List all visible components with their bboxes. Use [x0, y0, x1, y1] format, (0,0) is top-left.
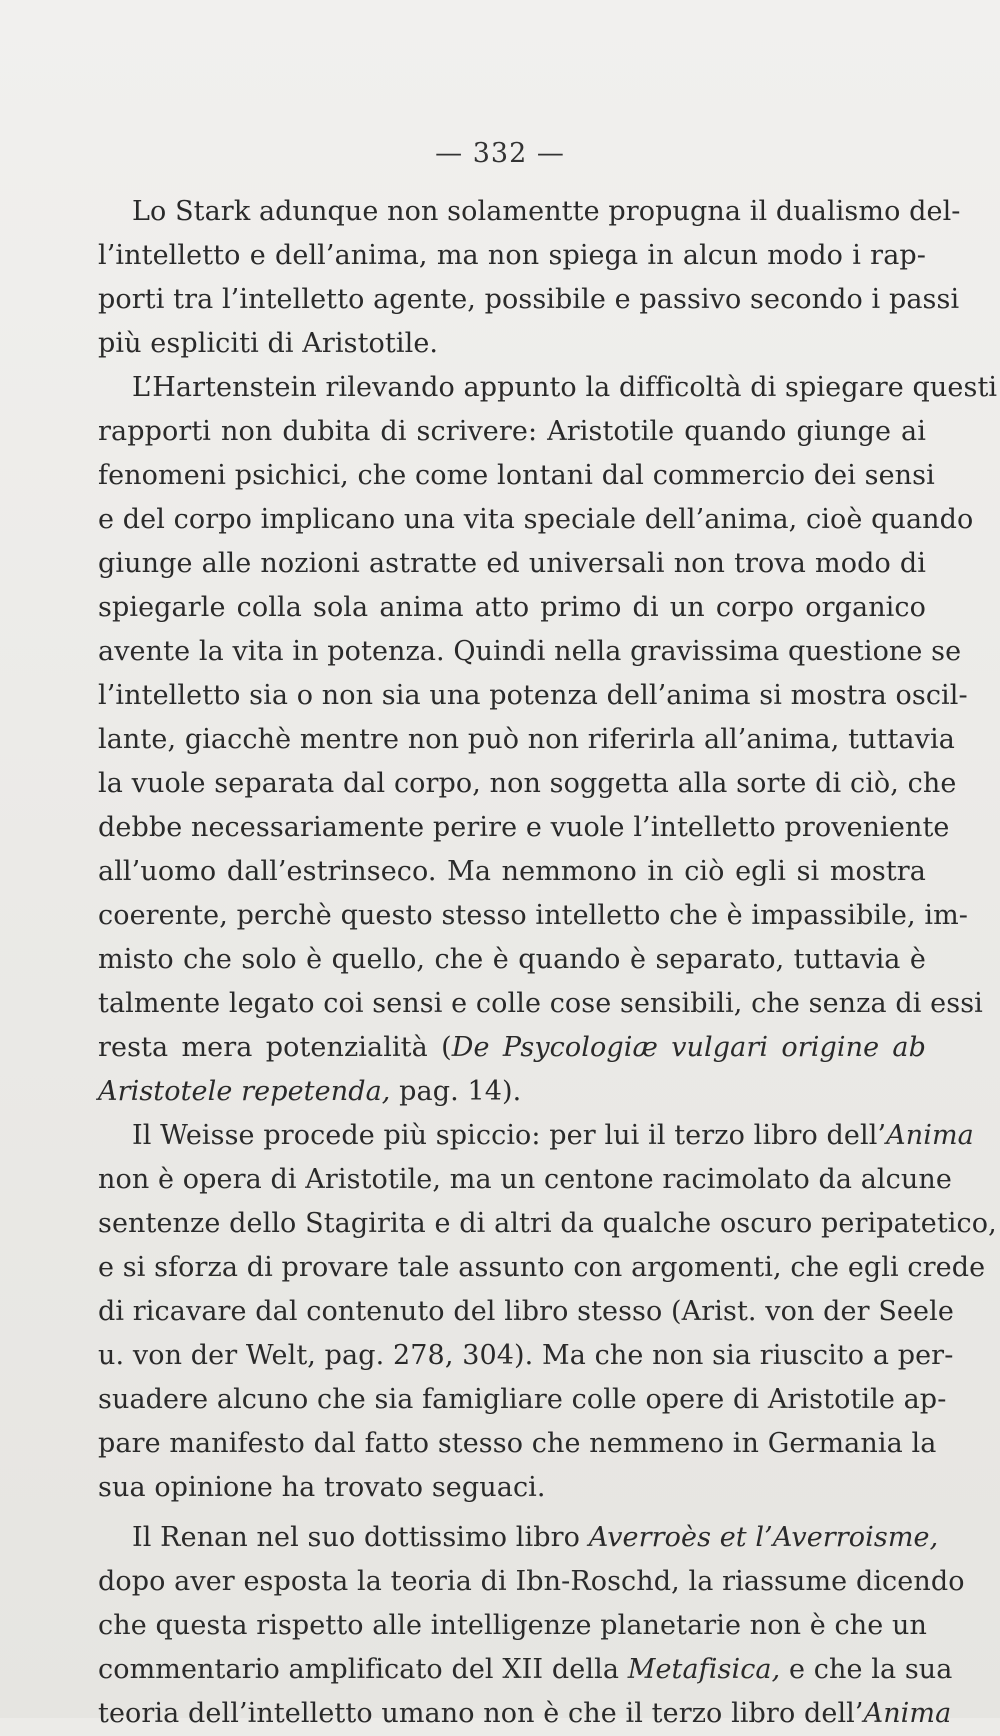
text-line	[98, 762, 957, 806]
text-line	[98, 630, 962, 674]
text-segment: e che la sua	[780, 1654, 953, 1685]
italic-text: Anima	[886, 1120, 974, 1151]
text-segment: più espliciti di Aristotile.	[98, 328, 439, 359]
text-line	[98, 1026, 926, 1070]
italic-text: Metafisica,	[627, 1654, 781, 1685]
text-line	[98, 850, 926, 894]
text-segment: rapporti non dubita di scrivere: Aristotile quando giunge ai	[98, 416, 926, 447]
text-segment: suadere alcuno che sia famigliare colle opere di Aristotile ap-	[98, 1384, 947, 1415]
text-line	[98, 1114, 974, 1158]
text-line	[98, 1648, 953, 1692]
text-line	[98, 366, 998, 410]
text-segment: commentario amplificato del XII della	[98, 1654, 628, 1685]
text-segment: L’Hartenstein rilevando appunto la difficoltà di spiegare questi	[132, 372, 998, 403]
text-segment: all’uomo dall’estrinseco. Ma nemmono in ciò egli si mostra	[98, 856, 926, 887]
text-segment: debbe necessariamente perire e vuole l’intelletto proveniente	[98, 812, 950, 843]
text-line	[98, 1516, 939, 1560]
text-segment: misto che solo è quello, che è quando è separato, tuttavia è	[98, 944, 926, 975]
text-segment: Lo Stark adunque non solamentte propugna il dualismo del-	[132, 196, 961, 227]
text-line	[98, 1422, 937, 1466]
italic-text: De Psycologiæ vulgari origine ab	[451, 1032, 926, 1063]
text-line	[98, 1466, 926, 1510]
text-segment: resta mera potenzialità (	[98, 1032, 452, 1063]
text-segment: Il Renan nel suo dottissimo libro	[132, 1522, 589, 1553]
text-line	[98, 586, 926, 630]
text-segment: spiegarle colla sola anima atto primo di un corpo organico	[98, 592, 926, 623]
text-line	[98, 894, 968, 938]
italic-text: Anima	[863, 1698, 952, 1729]
italic-text: Averroès et l’Averroisme,	[588, 1522, 939, 1553]
text-segment: e del corpo implicano una vita speciale dell’anima, cioè quando	[98, 504, 974, 535]
text-segment: dopo aver esposta la teoria di Ibn-Roschd, la riassume dicendo	[98, 1566, 965, 1597]
text-segment: non è opera di Aristotile, ma un centone racimolato da alcune	[98, 1164, 952, 1195]
text-segment: l’intelletto e dell’anima, ma non spiega in alcun modo i rap-	[98, 240, 926, 271]
text-line	[98, 1560, 965, 1604]
text-line	[98, 498, 974, 542]
page-number: — 332 —	[435, 138, 565, 169]
text-segment: Il Weisse procede più spiccio: per lui il terzo libro dell’	[132, 1120, 887, 1151]
text-line	[98, 982, 983, 1026]
text-segment: fenomeni psichici, che come lontani dal commercio dei sensi	[98, 460, 935, 491]
text-segment: giunge alle nozioni astratte ed universali non trova modo di	[98, 548, 926, 579]
text-line	[98, 190, 961, 234]
text-segment: pare manifesto dal fatto stesso che nemmeno in Germania la	[98, 1428, 937, 1459]
italic-text: Aristotele repetenda,	[98, 1076, 391, 1107]
text-segment: la vuole separata dal corpo, non soggetta alla sorte di ciò, che	[98, 768, 957, 799]
text-line	[98, 1604, 926, 1648]
text-line	[98, 1246, 986, 1290]
text-segment: sua opinione ha trovato seguaci.	[98, 1472, 546, 1503]
text-segment: e si sforza di provare tale assunto con argomenti, che egli crede	[98, 1252, 986, 1283]
text-line	[98, 322, 926, 366]
text-line	[98, 278, 960, 322]
text-line	[98, 1070, 926, 1114]
text-segment: teoria dell’intelletto umano non è che il terzo libro dell’	[98, 1698, 864, 1729]
text-segment: coerente, perchè questo stesso intelletto che è impassibile, im-	[98, 900, 968, 931]
text-line	[98, 410, 926, 454]
text-line	[98, 542, 926, 586]
text-line	[98, 454, 935, 498]
text-segment: l’intelletto sia o non sia una potenza dell’anima si mostra oscil-	[98, 680, 968, 711]
text-segment: porti tra l’intelletto agente, possibile e passivo secondo i passi	[98, 284, 960, 315]
body-text	[98, 190, 998, 1736]
text-segment: talmente legato coi sensi e colle cose sensibili, che senza di essi	[98, 988, 983, 1019]
text-line	[98, 1202, 997, 1246]
text-segment: di ricavare dal contenuto del libro stesso (Arist. von der Seele	[98, 1296, 954, 1327]
text-line	[98, 1378, 947, 1422]
text-line	[98, 234, 926, 278]
text-segment: avente la vita in potenza. Quindi nella gravissima questione se	[98, 636, 962, 667]
text-line	[98, 718, 955, 762]
text-line	[98, 1692, 952, 1736]
text-line	[98, 938, 926, 982]
text-line	[98, 1290, 954, 1334]
text-segment: pag. 14).	[390, 1076, 522, 1107]
text-segment: che questa rispetto alle intelligenze planetarie non è che un	[98, 1610, 927, 1641]
text-segment: u. von der Welt, pag. 278, 304). Ma che non sia riuscito a per-	[98, 1340, 954, 1371]
text-segment: sentenze dello Stagirita e di altri da qualche oscuro peripatetico,	[98, 1208, 997, 1239]
text-segment: lante, giacchè mentre non può non riferirla all’anima, tuttavia	[98, 724, 955, 755]
text-line	[98, 1334, 954, 1378]
text-line	[98, 674, 968, 718]
text-line	[98, 1158, 952, 1202]
text-line	[98, 806, 950, 850]
